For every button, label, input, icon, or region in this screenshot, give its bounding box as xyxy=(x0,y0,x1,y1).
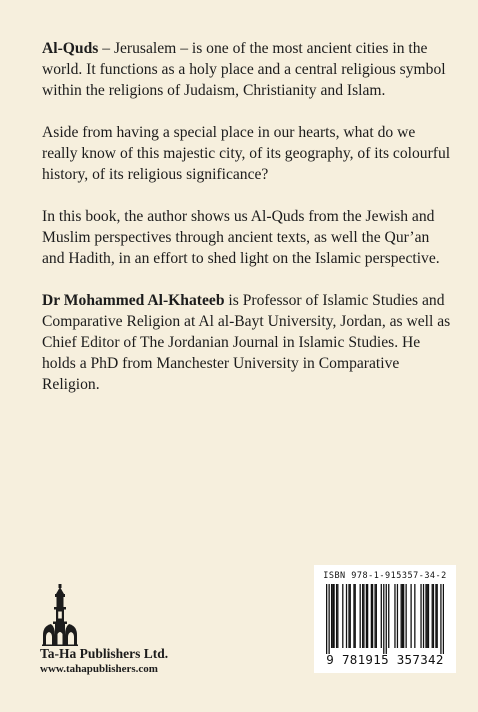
publisher-name: Ta-Ha Publishers Ltd. xyxy=(40,646,169,661)
barcode-bar xyxy=(366,584,367,648)
barcode-bar xyxy=(427,584,428,648)
barcode-bar xyxy=(443,584,444,654)
barcode-bar xyxy=(440,584,441,654)
barcode-bar xyxy=(420,584,421,648)
publisher-url: www.tahapublishers.com xyxy=(40,663,158,675)
barcode-bar xyxy=(437,584,438,648)
barcode-bar xyxy=(342,584,343,648)
barcode-bar xyxy=(386,584,387,654)
barcode-bar xyxy=(401,584,402,648)
barcode-bar xyxy=(394,584,395,648)
ean-digits: 9 781915 357342 xyxy=(326,652,444,667)
blurb-paragraph-1 xyxy=(42,38,452,101)
barcode-bar xyxy=(428,584,429,648)
blurb-paragraph-1-text: – Jerusalem – is one of the most ancient cities in the world. It functions as a holy place and a central religious symbol within the religions of Judaism, Christianity and Islam. xyxy=(42,40,446,99)
barcode-bar xyxy=(332,584,333,648)
barcode-bar xyxy=(388,584,389,648)
barcode-bar xyxy=(372,584,373,648)
barcode-bar xyxy=(402,584,403,648)
barcode-bar xyxy=(350,584,351,648)
barcode-bar xyxy=(337,584,338,648)
barcode-bar xyxy=(360,584,361,648)
barcode-bar xyxy=(433,584,434,648)
barcode-bar xyxy=(355,584,356,648)
barcode-bar xyxy=(336,584,337,648)
barcode-bar xyxy=(328,584,329,654)
barcode-bar xyxy=(425,584,426,648)
barcode-bar xyxy=(348,584,349,648)
author-bio xyxy=(42,290,452,395)
barcode-bar xyxy=(410,584,411,648)
barcode-bar xyxy=(346,584,347,648)
barcode-bar xyxy=(381,584,382,648)
barcode-bar xyxy=(405,584,406,648)
barcode-bar xyxy=(333,584,334,648)
mosque-minaret-logo-icon xyxy=(42,584,78,646)
barcode-bar xyxy=(432,584,433,648)
barcode-bar xyxy=(353,584,354,648)
author-bio-text: is Professor of Islamic Studies and Comparative Religion at Al al-Bayt University, Jordan, as well as Chief Editor of The Jordanian Journal in Islamic Studies. He holds a PhD from Manchester University in Comparative Religion. xyxy=(42,292,451,393)
barcode-bars xyxy=(326,584,444,654)
barcode-bar xyxy=(383,584,384,654)
barcode-bar xyxy=(371,584,372,648)
barcode-bar xyxy=(414,584,415,648)
barcode-bar xyxy=(435,584,436,648)
barcode-bar xyxy=(397,584,398,648)
barcode-bar xyxy=(331,584,332,648)
barcode-bar xyxy=(367,584,368,648)
barcode-bar xyxy=(376,584,377,648)
barcode-bar xyxy=(326,584,327,654)
isbn-label: ISBN 978-1-915357-34-2 xyxy=(323,571,447,581)
barcode-bar xyxy=(363,584,364,648)
title-emphasis: Al-Quds xyxy=(42,40,99,57)
blurb-paragraph-3: In this book, the author shows us Al-Quds from the Jewish and Muslim perspectives through ancient texts, as well the Qur’an and Hadith, in an effort to shed light on the Islamic perspective. xyxy=(42,208,440,267)
isbn-barcode xyxy=(314,565,456,673)
barcode-bar xyxy=(423,584,424,648)
barcode-bar xyxy=(362,584,363,648)
barcode-bar xyxy=(403,584,404,648)
blurb-paragraph-2: Aside from having a special place in our hearts, what do we really know of this majestic city, of its geography, of its colourful history, of its religious significance? xyxy=(42,124,451,183)
author-name: Dr Mohammed Al-Khateeb xyxy=(42,292,225,309)
publisher-block xyxy=(40,584,240,676)
blurb-text xyxy=(42,38,452,416)
barcode-bar xyxy=(374,584,375,648)
